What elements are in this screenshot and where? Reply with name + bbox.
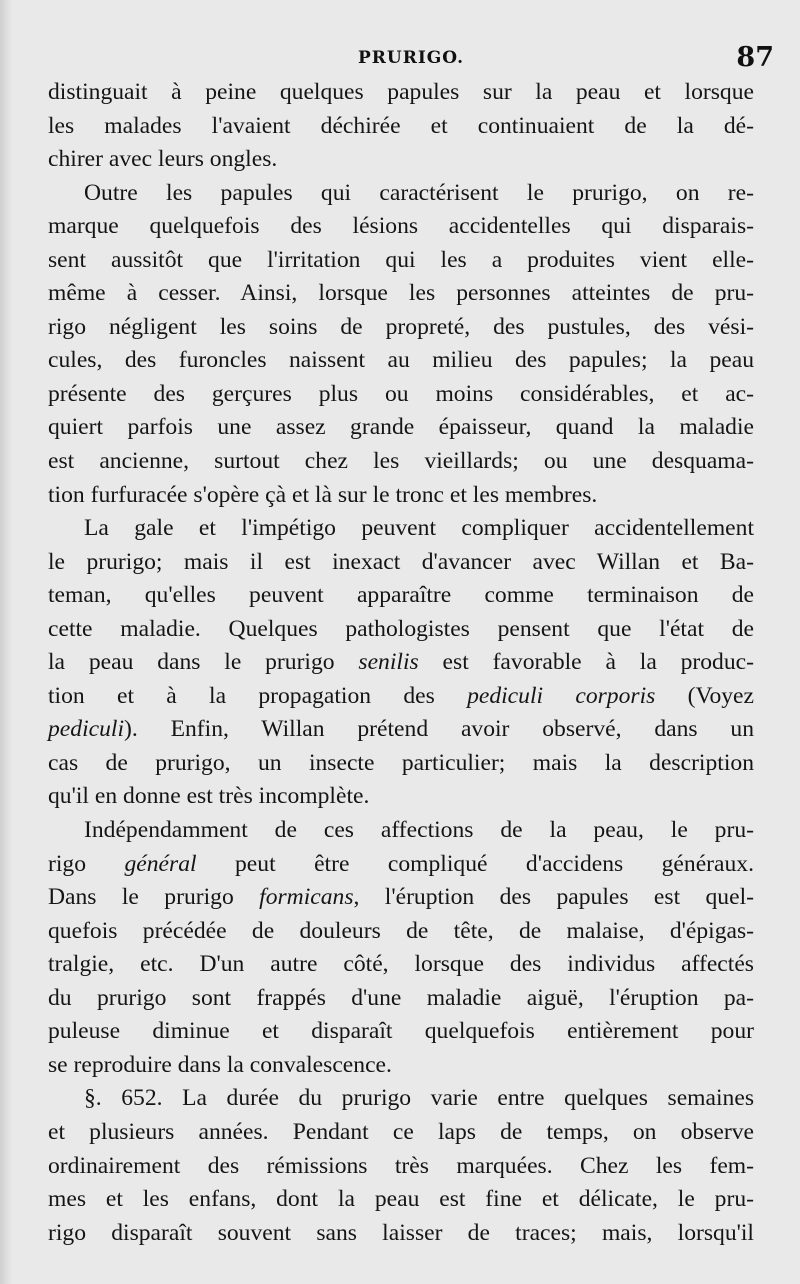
text-line (48, 848, 754, 882)
text-line: cette maladie. Quelques pathologistes pensent que l'état de (48, 615, 754, 642)
text-span: peut être compliqué d'accidens généraux. (196, 850, 754, 877)
text-span: , l'éruption des papules est quel- (353, 884, 754, 911)
text-line: chirer avec leurs ongles. (48, 146, 278, 173)
text-span: rigo (48, 850, 125, 877)
italic-term: pediculi (48, 716, 124, 743)
text-line: du prurigo sont frappés d'une maladie aiguë, l'éruption pa- (48, 984, 754, 1011)
text-line: ordinairement des rémissions très marquées. Chez les fem- (48, 1152, 754, 1179)
text-line: marque quelquefois des lésions accidentelles qui disparais- (48, 213, 754, 240)
text-line: rigo disparaît souvent sans laisser de traces; mais, lorsqu'il (48, 1219, 754, 1246)
page-edge-shadow (0, 0, 12, 1284)
text-line: quiert parfois une assez grande épaisseur, quand la maladie (48, 414, 754, 441)
text-line: Indépendamment de ces affections de la peau, le pru- (84, 817, 754, 844)
page-number: 87 (736, 42, 774, 73)
text-line: est ancienne, surtout chez les vieillards; ou une desquama- (48, 448, 754, 475)
text-line: quefois précédée de douleurs de tête, de malaise, d'épigas- (48, 917, 754, 944)
text-span: (Voyez (655, 682, 754, 709)
page-header (48, 42, 774, 78)
text-span: tion et à la propagation des (48, 682, 468, 709)
text-line (48, 713, 754, 747)
italic-term: général (124, 850, 197, 877)
text-span: la peau dans le prurigo (48, 649, 359, 676)
text-line: tralgie, etc. D'un autre côté, lorsque des individus affectés (48, 951, 754, 978)
text-line: rigo négligent les soins de propreté, des pustules, des vési- (48, 313, 754, 340)
text-line: sent aussitôt que l'irritation qui les a produites vient elle- (48, 246, 754, 273)
text-line: se reproduire dans la convalescence. (48, 1051, 392, 1078)
text-line: cas de prurigo, un insecte particulier; mais la description (48, 749, 754, 776)
text-line: teman, qu'elles peuvent apparaître comme terminaison de (48, 582, 754, 609)
italic-term: formicans (259, 884, 354, 911)
text-line: distinguait à peine quelques papules sur la peau et lorsque (48, 79, 754, 105)
text-line (48, 680, 754, 714)
text-line: le prurigo; mais il est inexact d'avancer avec Willan et Ba- (48, 548, 754, 575)
text-line: Outre les papules qui caractérisent le prurigo, on re- (84, 179, 754, 206)
text-line: et plusieurs années. Pendant ce laps de temps, on observe (48, 1118, 754, 1145)
text-line: les malades l'avaient déchirée et continuaient de la dé- (48, 112, 754, 139)
running-head: PRURIGO. (357, 48, 465, 68)
italic-term: senilis (358, 649, 419, 676)
text-line: puleuse diminue et disparaît quelquefois entièrement pour (48, 1018, 754, 1045)
text-line: qu'il en donne est très incomplète. (48, 783, 370, 810)
text-span: est favorable à la produc- (418, 649, 754, 676)
text-line: tion furfuracée s'opère çà et là sur le tronc et les membres. (48, 481, 598, 508)
text-line: cules, des furoncles naissent au milieu des papules; la peau (48, 347, 754, 374)
text-span: ). Enfin, Willan prétend avoir observé, dans un (124, 716, 754, 743)
text-line (48, 881, 754, 915)
italic-term: pediculi corporis (467, 682, 656, 709)
text-line: présente des gerçures plus ou moins considérables, et ac- (48, 380, 754, 407)
text-line: La gale et l'impétigo peuvent compliquer accidentellement (84, 515, 754, 542)
text-line: mes et les enfans, dont la peau est fine et délicate, le pru- (48, 1186, 754, 1213)
text-span: Dans le prurigo (48, 884, 260, 911)
text-line (48, 646, 754, 680)
text-line: même à cesser. Ainsi, lorsque les personnes atteintes de pru- (48, 280, 754, 307)
body-text (48, 76, 754, 1250)
text-line: §. 652. La durée du prurigo varie entre quelques semaines (84, 1085, 754, 1112)
